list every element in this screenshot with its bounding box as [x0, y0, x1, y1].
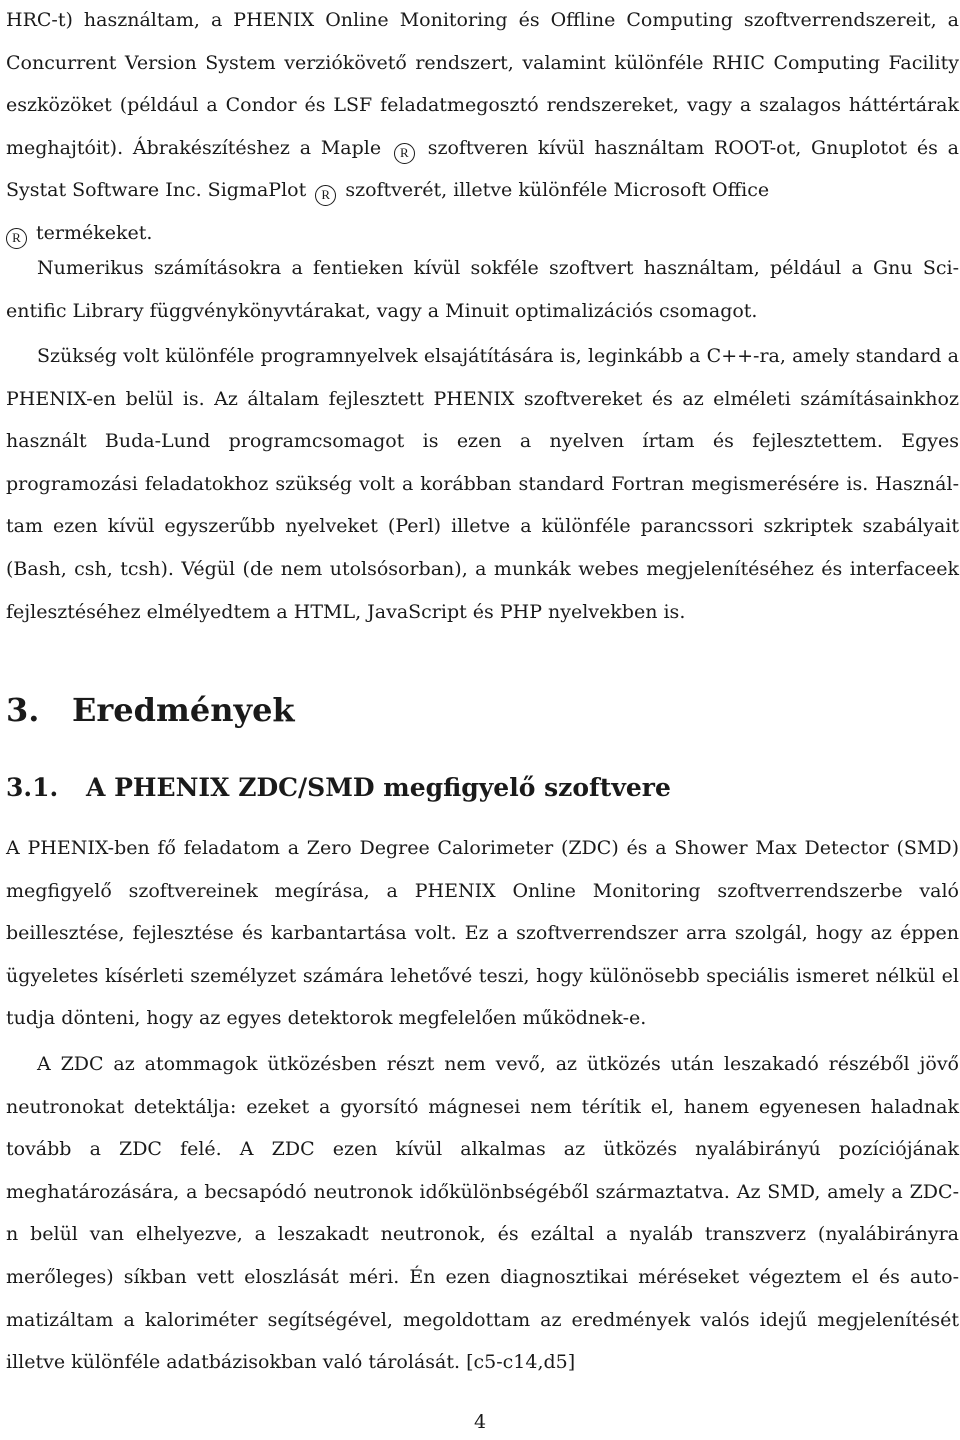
- paragraph-text: termékeket.: [36, 221, 153, 244]
- subsection-title: A PHENIX ZDC/SMD megfigyelő szoftvere: [86, 773, 671, 802]
- subsection-number: 3.1.: [6, 773, 59, 802]
- paragraph-text: szoftveren kívül használtam ROOT-ot, Gnuplotot és a Systat Software Inc. SigmaPlot: [6, 136, 959, 202]
- section-number: 3.: [6, 691, 40, 729]
- paragraph-text: HRC-t) használtam, a PHENIX Online Monitoring és Offline Computing szoftverrendszereit, a Concurrent Version System verziókövető rendszert, valamint különféle RHIC Computing Facility eszközöket (például a Condor és LSF feladatmegosztó rendszereket, vagy a szalagos háttértárak meghajtóit). Ábrakészítéshez a Maple: [6, 9, 959, 159]
- section-heading: [6, 686, 295, 734]
- paragraph-zdc-description: A ZDC az atommagok ütközésben részt nem vevő, az ütközés után leszakadó részéből jövő neutronokat detektálja: ezeket a gyorsító mágnesei nem térítik el, hanem egyenesen haladnak tovább a ZDC felé. A ZDC ezen kívül alkalmas az ütközés nyalábirányú pozíciójának meghatározására, a becsapódó neutronok időkülönbségéből származtatva. Az SMD, amely a ZDC-n belül van elhelyezve, a leszakadt neutronok, és ezáltal a nyaláb transzverz (nyalábirányra merőleges) síkban vett eloszlását méri. Én ezen diagnosztikai méréseket végeztem el és automatizáltam a kaloriméter segítségével, megoldottam az eredmények valós idejű megjelenítését illetve különféle adatbázisokban való tárolását. [c5-c14,d5]: [6, 1053, 959, 1374]
- subsection-heading: [6, 768, 671, 808]
- paragraph-zdc-smd-task: A PHENIX-ben fő feladatom a Zero Degree Calorimeter (ZDC) és a Shower Max Detector (SMD) megfigyelő szoftvereinek megírása, a PHENIX Online Monitoring szoftverrendszerbe való beillesztése, fejlesztése és karbantartása volt. Ez a szoftverrendszer arra szolgál, hogy az éppen ügyeletes kísérleti személyzet számára lehetővé teszi, hogy különösebb speciális ismeret nélkül el tudja dönteni, hogy az egyes detektorok megfelelően működnek-e.: [6, 837, 959, 1030]
- registered-mark-icon: R: [394, 143, 415, 164]
- section-title: Eredmények: [72, 691, 295, 729]
- paragraph-software-tools: [6, 0, 959, 255]
- paragraph-numerical-software: Numerikus számításokra a fentieken kívül sokféle szoftvert használtam, például a Gnu Scientific Library függvénykönyvtárakat, vagy a Minuit optimalizációs csomagot.: [6, 257, 959, 322]
- registered-mark-icon: R: [315, 185, 336, 206]
- page-number: 4: [473, 1411, 487, 1433]
- registered-mark-icon: R: [6, 228, 27, 249]
- paragraph-programming-languages: Szükség volt különféle programnyelvek elsajátítására is, leginkább a C++-ra, amely standard a PHENIX-en belül is. Az általam fejlesztett PHENIX szoftvereket és az elméleti számításainkhoz használt Buda-Lund programcsomagot is ezen a nyelven írtam és fejlesztettem. Egyes programozási feladatokhoz szükség volt a korábban standard Fortran megismerésére is. Használtam ezen kívül egyszerűbb nyelveket (Perl) illetve a különféle parancssori szkriptek szabályait (Bash, csh, tcsh). Végül (de nem utolsósorban), a munkák webes megjelenítéséhez és interfaceek fejlesztéséhez elmélyedtem a HTML, JavaScript és PHP nyelvekben is.: [6, 345, 959, 623]
- paragraph-text: szoftverét, illetve különféle Microsoft Office: [345, 179, 770, 202]
